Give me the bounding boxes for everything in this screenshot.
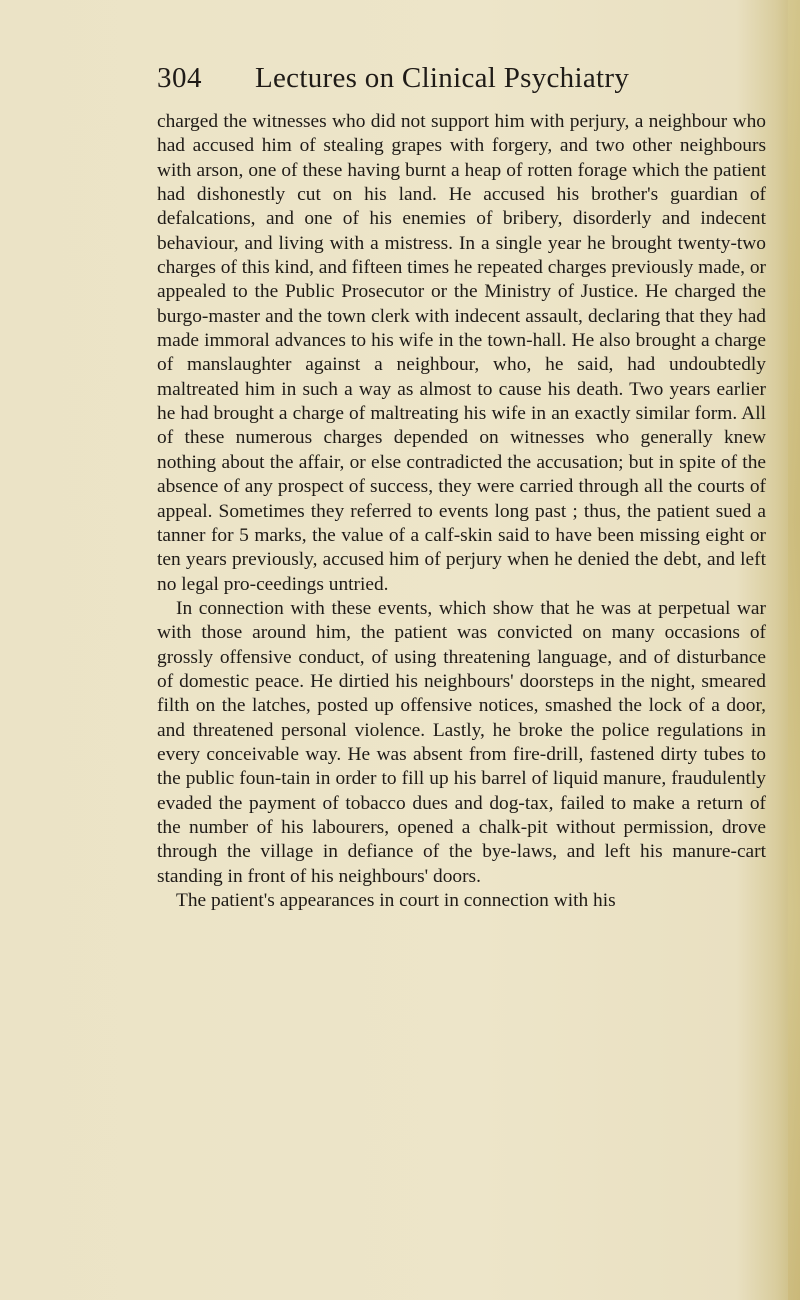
running-head: [157, 58, 747, 98]
paragraph-3: The patient's appearances in court in connection with his: [176, 890, 616, 911]
paragraph-1: charged the witnesses who did not support him with perjury, a neighbour who had accused him of stealing grapes with forgery, and two other neighbours with arson, one of these having burnt a heap of rotten forage which the patient had dishonestly cut on his land. He accused his brother's guardian of defalcations, and one of his enemies of bribery, disorderly and indecent behaviour, and living with a mistress. In a single year he brought twenty-two charges of this kind, and fifteen times he repeated charges previously made, or appealed to the Public Prosecutor or the Ministry of Justice. He charged the burgo-master and the town clerk with indecent assault, declaring that they had made immoral advances to his wife in the town-hall. He also brought a charge of manslaughter against a neighbour, who, he said, had undoubtedly maltreated him in such a way as almost to cause his death. Two years earlier he had brought a charge of maltreating his wife in an exactly similar form. All of these numerous charges depended on witnesses who generally knew nothing about the affair, or else contradicted the accusation; but in spite of the absence of any prospect of success, they were carried through all the courts of appeal. Sometimes they referred to events long past ; thus, the patient sued a tanner for 5 marks, the value of a calf-skin said to have been missing eight or ten years previously, accused him of perjury when he denied the debt, and left no legal pro-ceedings untried.: [157, 111, 766, 595]
book-title: Lectures on Clinical Psychiatry: [255, 62, 630, 94]
page-number: 304: [157, 62, 202, 94]
paragraph-2: In connection with these events, which show that he was at perpetual war with those around him, the patient was convicted on many occasions of grossly offensive conduct, of using threatening language, and of disturbance of domestic peace. He dirtied his neighbours' doorsteps in the night, smeared filth on the latches, posted up offensive notices, smashed the lock of a door, and threatened personal violence. Lastly, he broke the police regulations in every conceivable way. He was absent from fire-drill, fastened dirty tubes to the public foun-tain in order to fill up his barrel of liquid manure, fraudulently evaded the payment of tobacco dues and dog-tax, failed to make a return of the number of his labourers, opened a chalk-pit without permission, drove through the village in defiance of the bye-laws, and left his manure-cart standing in front of his neighbours' doors.: [157, 597, 766, 887]
body-text: [157, 110, 766, 913]
page-edge: [788, 0, 800, 1300]
